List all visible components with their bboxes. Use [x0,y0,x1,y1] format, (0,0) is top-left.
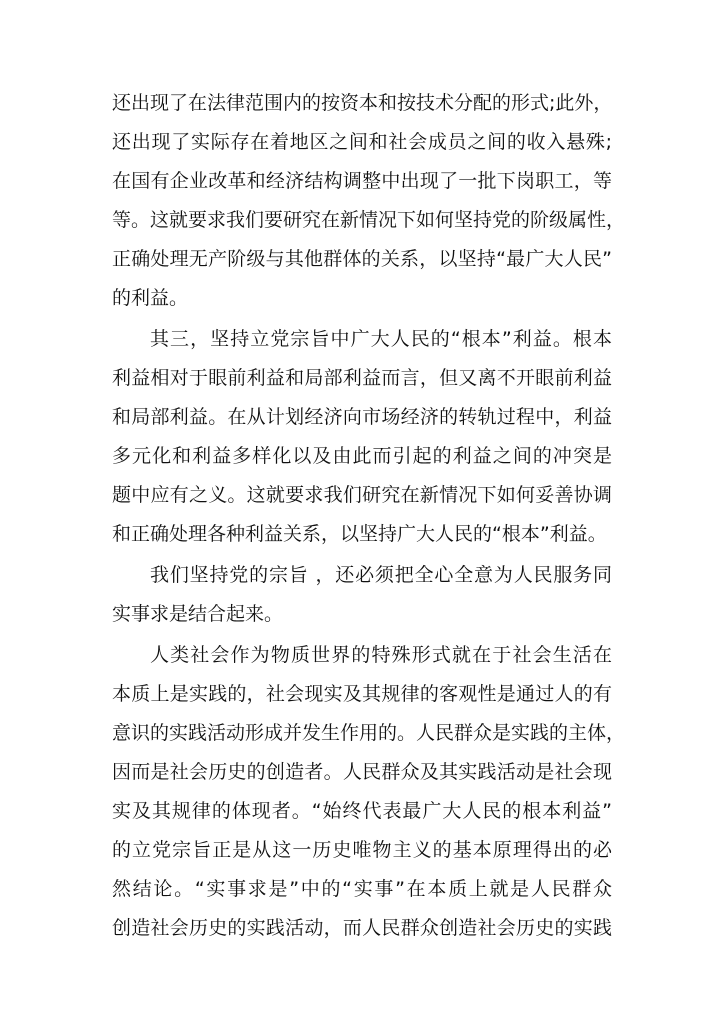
text-line: 和正确处理各种利益关系，以坚持广大人民的“根本”利益。 [112,523,607,545]
text-line: 在国有企业改革和经济结构调整中出现了一批下岗职工，等 [112,170,612,192]
text-line: 实及其规律的体现者。“始终代表最广大人民的根本利益” [112,800,612,822]
text-line: 和局部利益。在从计划经济向市场经济的转轨过程中，利益 [112,406,612,428]
text-line: 等。这就要求我们要研究在新情况下如何坚持党的阶级属性， [112,209,626,231]
document-body [112,84,626,948]
paragraph-2 [112,320,612,554]
text-line: 然结论。“实事求是”中的“实事”在本质上就是人民群众 [112,878,612,900]
text-line: 还出现了实际存在着地区之间和社会成员之间的收入悬殊; [112,131,612,153]
text-line: 的利益。 [112,287,189,309]
text-line: 我们坚持党的宗旨 ，还必须把全心全意为人民服务同 [150,564,612,586]
paragraph-3 [112,556,612,634]
text-line: 意识的实践活动形成并发生作用的。人民群众是实践的主体， [112,722,626,744]
text-line: 多元化和利益多样化以及由此而引起的利益之间的冲突是 [112,445,612,467]
text-line: 实事求是结合起来。 [112,603,284,625]
text-line: 正确处理无产阶级与其他群体的关系，以坚持“最广大人民” [112,248,612,270]
text-line: 题中应有之义。这就要求我们研究在新情况下如何妥善协调 [112,484,612,506]
text-line: 创造社会历史的实践活动，而人民群众创造社会历史的实践 [112,917,612,939]
text-line: 本质上是实践的，社会现实及其规律的客观性是通过人的有 [112,683,612,705]
text-line: 利益相对于眼前利益和局部利益而言，但又离不开眼前利益 [112,367,612,389]
text-line: 因而是社会历史的创造者。人民群众及其实践活动是社会现 [112,761,612,783]
text-line: 人类社会作为物质世界的特殊形式就在于社会生活在 [150,644,612,666]
text-line: 的立党宗旨正是从这一历史唯物主义的基本原理得出的必 [112,839,612,861]
text-line: 其三，坚持立党宗旨中广大人民的“根本”利益。根本 [150,328,612,350]
text-line: 还出现了在法律范围内的按资本和按技术分配的形式;此外， [112,92,613,114]
paragraph-1 [112,84,626,318]
paragraph-4 [112,636,626,948]
